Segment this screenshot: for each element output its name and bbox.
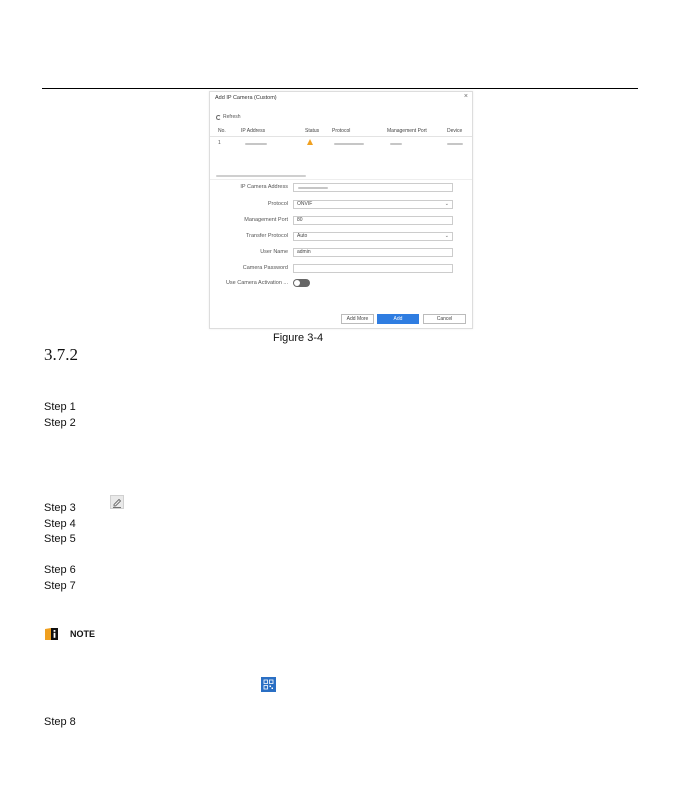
management-port-row bbox=[210, 216, 472, 226]
management-port-input[interactable]: 80 bbox=[293, 216, 453, 225]
step-8: Step 8 bbox=[44, 716, 76, 728]
row-no: 1 bbox=[218, 140, 221, 146]
header-rule bbox=[42, 88, 638, 89]
step-1: Step 1 bbox=[44, 401, 76, 413]
add-more-button[interactable]: Add More bbox=[341, 314, 374, 324]
step-2: Step 2 bbox=[44, 417, 76, 429]
note-block bbox=[44, 627, 95, 641]
col-protocol[interactable]: Protocol bbox=[332, 128, 351, 134]
camera-activation-label: Use Camera Activation ... bbox=[225, 280, 288, 286]
ip-camera-address-row bbox=[210, 183, 472, 193]
transfer-protocol-row bbox=[210, 232, 472, 242]
figure-caption: Figure 3-4 bbox=[273, 332, 324, 344]
col-device[interactable]: Device bbox=[447, 128, 463, 134]
management-port-label: Management Port bbox=[244, 217, 288, 223]
edit-icon bbox=[110, 495, 124, 509]
ip-camera-address-label: IP Camera Address bbox=[240, 184, 288, 190]
close-icon[interactable]: × bbox=[463, 93, 468, 100]
step-7: Step 7 bbox=[44, 580, 76, 592]
table-header bbox=[210, 127, 472, 137]
col-no[interactable]: No. bbox=[218, 128, 226, 134]
ip-camera-address-input[interactable] bbox=[293, 183, 453, 192]
col-management-port[interactable]: Management Port bbox=[387, 128, 427, 134]
refresh-label: Refresh bbox=[223, 114, 241, 120]
divider bbox=[210, 179, 472, 180]
camera-password-label: Camera Password bbox=[242, 265, 288, 271]
chevron-down-icon: ⌄ bbox=[444, 233, 449, 239]
camera-activation-toggle[interactable] bbox=[293, 279, 310, 287]
protocol-row bbox=[210, 200, 472, 210]
note-icon bbox=[44, 627, 68, 641]
ip-address-value bbox=[245, 143, 267, 145]
protocol-label: Protocol bbox=[267, 201, 288, 207]
transfer-protocol-select[interactable]: Auto ⌄ bbox=[293, 232, 453, 241]
user-name-row bbox=[210, 248, 472, 258]
warning-icon bbox=[307, 139, 313, 145]
col-status[interactable]: Status bbox=[305, 128, 320, 134]
protocol-select[interactable]: ONVIF ⌄ bbox=[293, 200, 453, 209]
step-3: Step 3 bbox=[44, 502, 76, 514]
camera-password-input[interactable] bbox=[293, 264, 453, 273]
note-label: NOTE bbox=[70, 629, 96, 639]
add-ip-camera-dialog bbox=[209, 91, 473, 329]
step-4: Step 4 bbox=[44, 518, 76, 530]
table-row[interactable] bbox=[210, 138, 472, 150]
protocol-value bbox=[334, 143, 364, 145]
section-number: 3.7.2 bbox=[44, 345, 78, 364]
refresh-button[interactable] bbox=[216, 114, 241, 120]
col-ip-address[interactable]: IP Address bbox=[241, 128, 266, 134]
user-name-input[interactable]: admin bbox=[293, 248, 453, 257]
device-value bbox=[447, 143, 463, 145]
user-name-label: User Name bbox=[260, 249, 288, 255]
transfer-protocol-label: Transfer Protocol bbox=[246, 233, 288, 239]
step-6: Step 6 bbox=[44, 564, 76, 576]
cancel-button[interactable]: Cancel bbox=[423, 314, 466, 324]
dialog-title: Add IP Camera (Custom) bbox=[215, 95, 277, 101]
camera-password-row bbox=[210, 264, 472, 274]
chevron-down-icon: ⌄ bbox=[444, 201, 449, 207]
qr-code-icon bbox=[261, 677, 276, 692]
step-5: Step 5 bbox=[44, 533, 76, 545]
add-button[interactable]: Add bbox=[377, 314, 419, 324]
refresh-icon bbox=[216, 115, 221, 120]
horizontal-scrollbar[interactable] bbox=[216, 175, 306, 177]
management-port-value bbox=[390, 143, 402, 145]
camera-activation-row bbox=[210, 279, 472, 289]
